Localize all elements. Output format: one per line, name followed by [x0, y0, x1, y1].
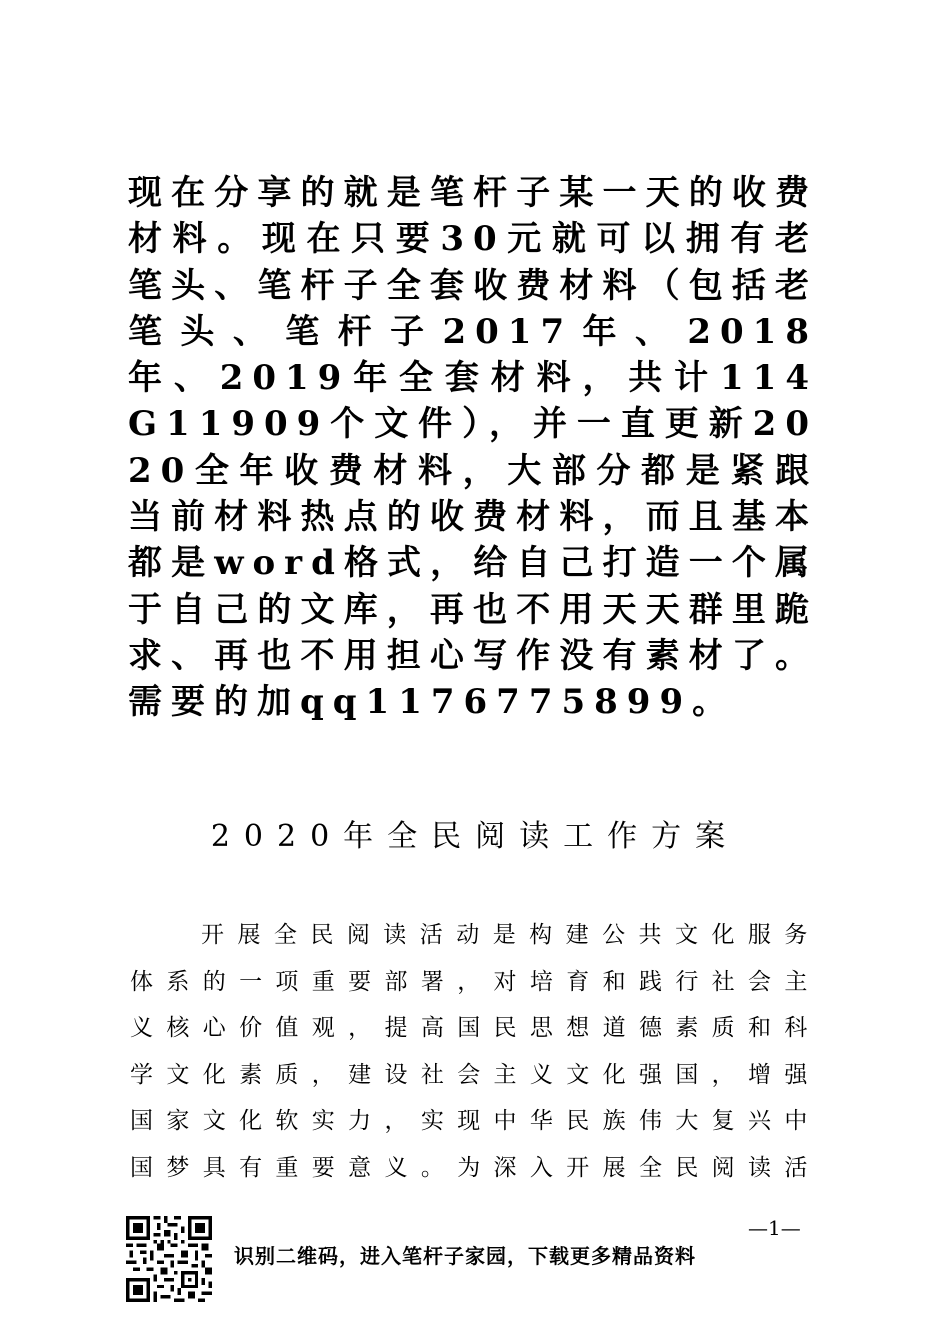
page-number: —1—: [748, 1216, 801, 1240]
promo-text: 现在分享的就是笔杆子某一天的收费材料。现在只要30元就可以拥有老笔头、笔杆子全套收费材料（包括老笔头、笔杆子2017年、2018年、2019年全套材料，共计114G11909个文件），并一直更新2020全年收费材料，大部分都是紧跟当前材料热点的收费材料，而且基本都是word格式，给自己打造一个属于自己的文库，再也不用天天群里跪求、再也不用担心写作没有素材了。需要的加qq1176775899。: [128, 173, 818, 723]
footer-note: 识别二维码，进入笔杆子家园，下载更多精品资料: [234, 1244, 696, 1268]
document-title: 2020年全民阅读工作方案: [210, 819, 740, 854]
document-paragraph: 开展全民阅读活动是构建公共文化服务体系的一项重要部署，对培育和践行社会主义核心价值观，提高国民思想道德素质和科学文化素质，建设社会主义文化强国，增强国家文化软实力，实现中华民族伟大复兴中国梦具有重要意义。为深入开展全民阅读活: [130, 922, 820, 1181]
qr-code-icon: [126, 1216, 212, 1302]
